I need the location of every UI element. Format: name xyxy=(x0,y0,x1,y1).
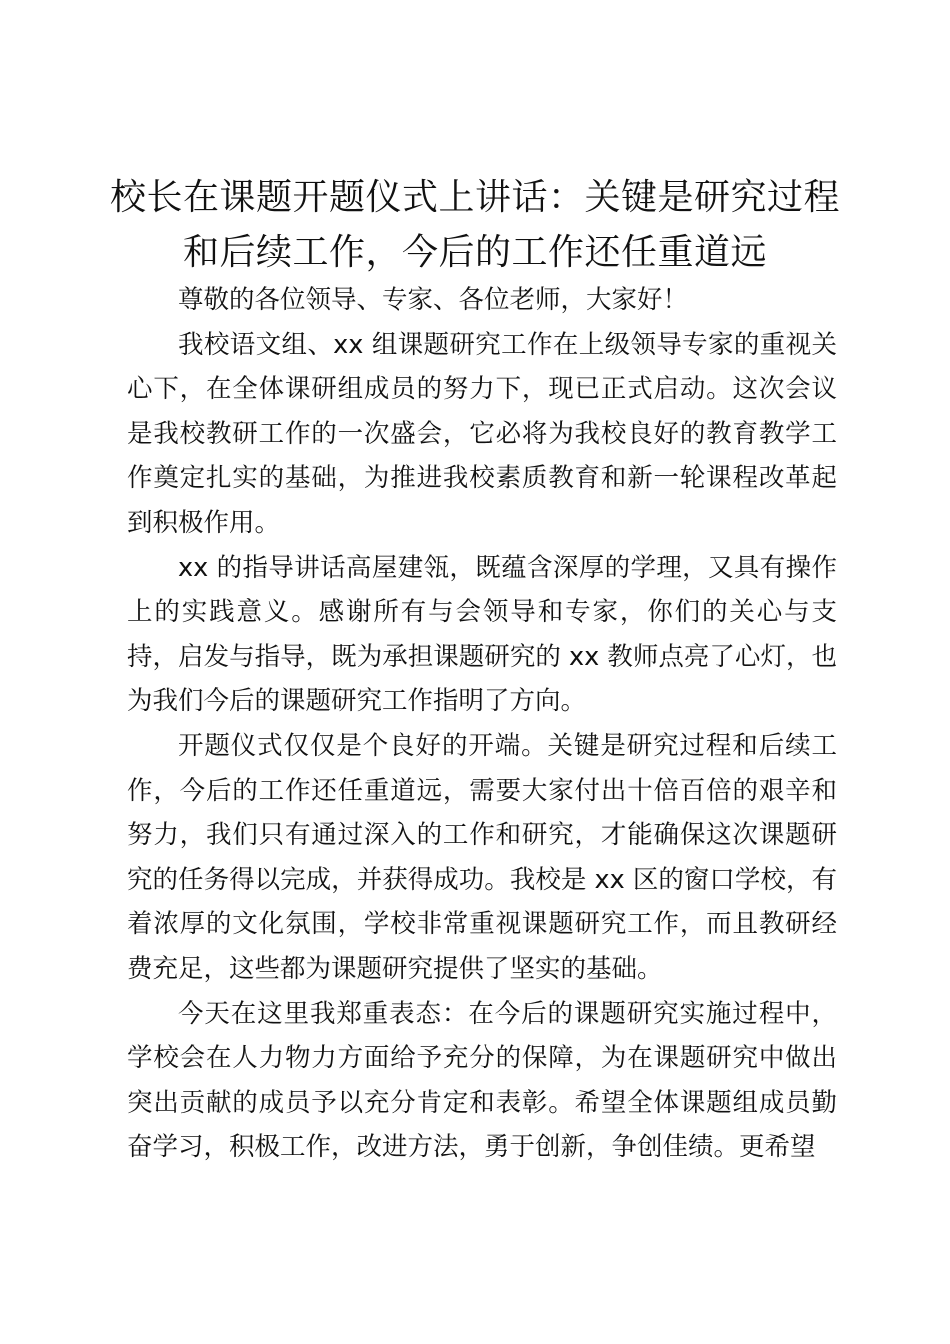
document-title xyxy=(100,170,850,280)
paragraph: xx 的指导讲话高屋建瓴，既蕴含深厚的学理，又具有操作上的实践意义。感谢所有与会领导和专家，你们的关心与支持，启发与指导，既为承担课题研究的 xx 教师点亮了心灯，也为我们今后的课题研究工作指明了方向。 xyxy=(127,552,837,717)
paragraph: 开题仪式仅仅是个良好的开端。关键是研究过程和后续工作，今后的工作还任重道远，需要大家付出十倍百倍的艰辛和努力，我们只有通过深入的工作和研究，才能确保这次课题研究的任务得以完成，并获得成功。我校是 xx 区的窗口学校，有着浓厚的文化氛围，学校非常重视课题研究工作，而且教研经费充足，这些都为课题研究提供了坚实的基础。 xyxy=(127,730,837,984)
title-line-1: 校长在课题开题仪式上讲话：关键是研究过程 xyxy=(109,177,840,218)
document-body xyxy=(127,278,837,1170)
paragraph-greeting: 尊敬的各位领导、专家、各位老师，大家好！ xyxy=(178,285,689,315)
title-line-2: 和后续工作，今后的工作还任重道远 xyxy=(182,232,767,273)
paragraph: 今天在这里我郑重表态：在今后的课题研究实施过程中，学校会在人力物力方面给予充分的保障，为在课题研究中做出突出贡献的成员予以充分肯定和表彰。希望全体课题组成员勤奋学习，积极工作，改进方法，勇于创新，争创佳绩。更希望 xyxy=(127,998,837,1163)
paragraph: 我校语文组、xx 组课题研究工作在上级领导专家的重视关心下，在全体课研组成员的努力下，现已正式启动。这次会议是我校教研工作的一次盛会，它必将为我校良好的教育教学工作奠定扎实的基础，为推进我校素质教育和新一轮课程改革起到积极作用。 xyxy=(127,329,837,538)
